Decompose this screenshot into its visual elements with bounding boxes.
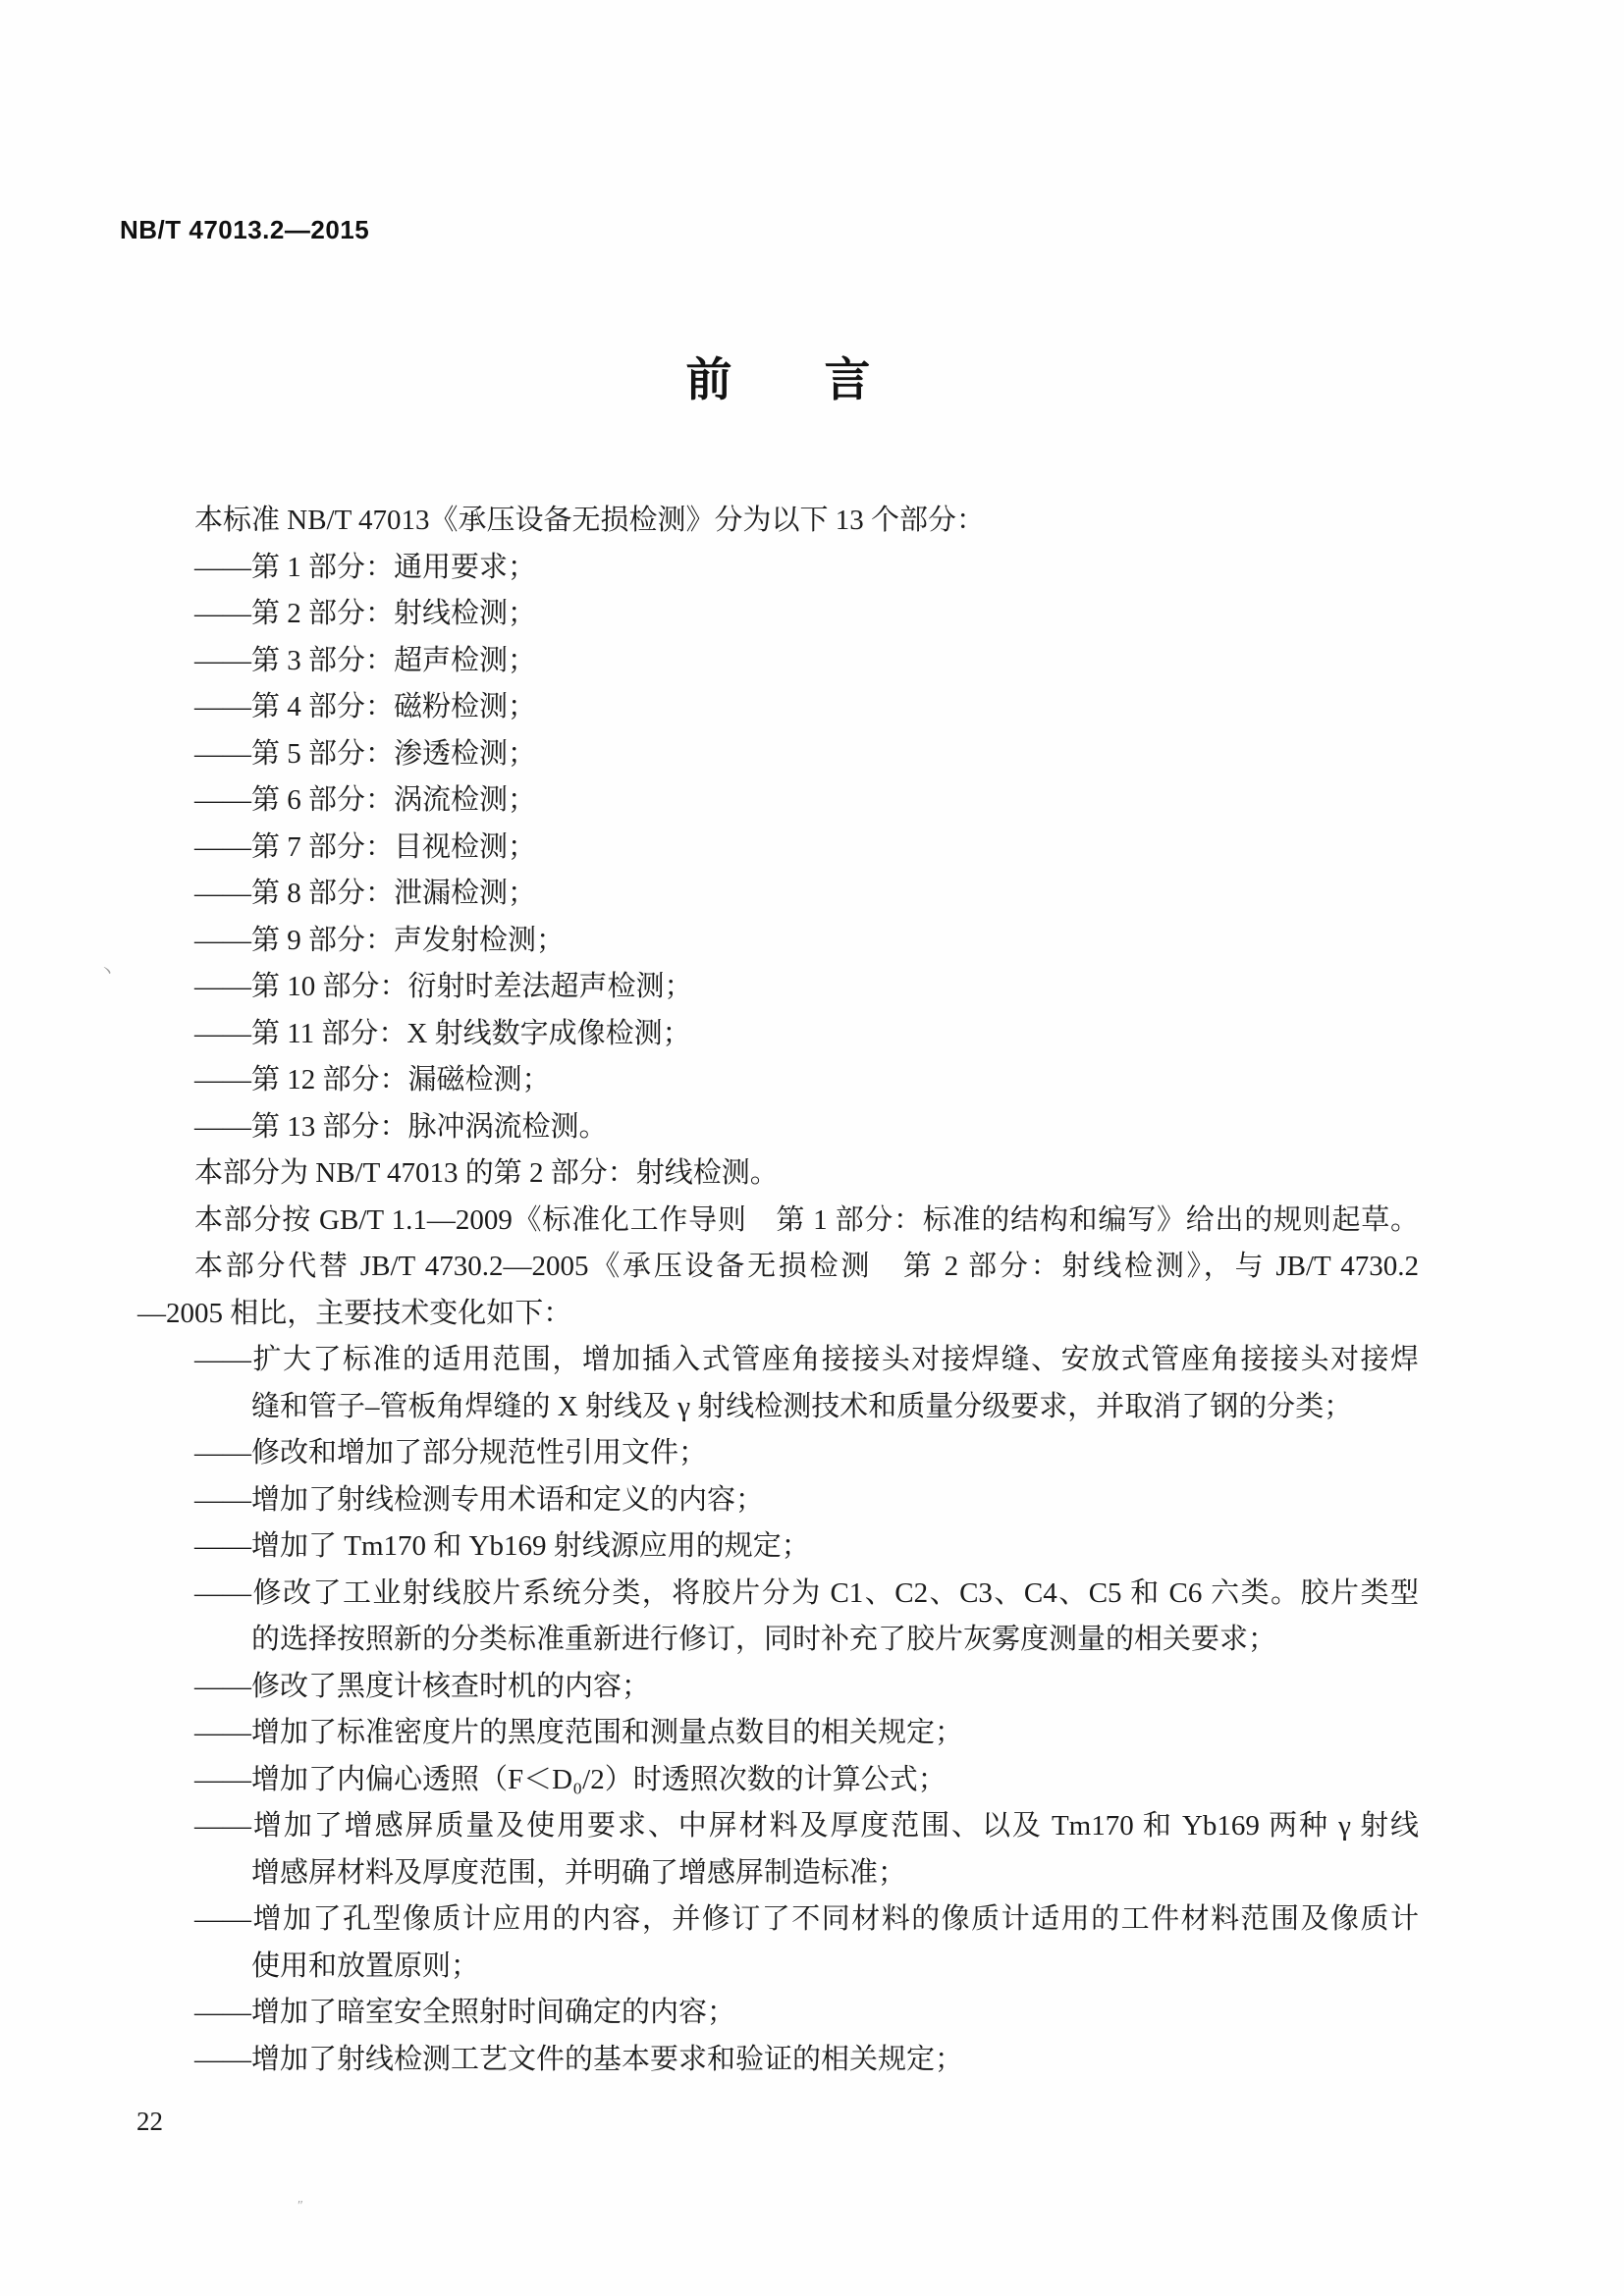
doc-line: 缝和管子–管板角焊缝的 X 射线及 γ 射线检测技术和质量分级要求，并取消了钢的分类； <box>251 1390 1353 1422</box>
scan-artifact: 丶 <box>98 962 116 982</box>
doc-line: ——增加了增感屏质量及使用要求、中屏材料及厚度范围、以及 Tm170 和 Yb169 两种 γ 射线 <box>194 1810 1419 1842</box>
doc-line: ——增加了标准密度片的黑度范围和测量点数目的相关规定； <box>194 1717 964 1748</box>
doc-line: ——第 8 部分：泄漏检测； <box>194 878 537 909</box>
doc-line: 本部分代替 JB/T 4730.2—2005《承压设备无损检测 第 2 部分：射线检测》，与 JB/T 4730.2 <box>194 1251 1419 1282</box>
doc-line: ——修改和增加了部分规范性引用文件； <box>194 1437 708 1468</box>
doc-line: ——增加了射线检测工艺文件的基本要求和验证的相关规定； <box>194 2043 964 2075</box>
doc-line: 本部分为 NB/T 47013 的第 2 部分：射线检测。 <box>194 1157 779 1189</box>
doc-line: ——增加了孔型像质计应用的内容，并修订了不同材料的像质计适用的工件材料范围及像质计 <box>194 1903 1419 1935</box>
doc-line: ——第 2 部分：射线检测； <box>194 598 537 629</box>
scan-artifact: ″ <box>298 2199 303 2214</box>
foreword-body <box>137 498 1419 2083</box>
doc-line: ——第 5 部分：渗透检测； <box>194 737 537 770</box>
page-title: 前 言 <box>685 355 871 406</box>
doc-line: ——增加了 Tm170 和 Yb169 射线源应用的规定； <box>194 1530 810 1562</box>
doc-line: ——第 10 部分：衍射时差法超声检测； <box>194 971 693 1002</box>
doc-line: 增感屏材料及厚度范围，并明确了增感屏制造标准； <box>251 1856 907 1889</box>
doc-line: ——扩大了标准的适用范围，增加插入式管座角接接头对接焊缝、安放式管座角接接头对接焊 <box>194 1344 1419 1375</box>
doc-line: ——第 9 部分：声发射检测； <box>194 924 566 956</box>
doc-line: ——修改了黑度计核查时机的内容； <box>194 1670 651 1702</box>
doc-line: 本部分按 GB/T 1.1—2009《标准化工作导则 第 1 部分：标准的结构和编写》给出的规则起草。 <box>194 1203 1419 1236</box>
doc-line: ——第 12 部分：漏磁检测； <box>194 1064 551 1095</box>
doc-line: ——第 7 部分：目视检测； <box>194 830 537 863</box>
doc-line: ——第 4 部分：磁粉检测； <box>194 691 537 722</box>
doc-line: ——增加了暗室安全照射时间确定的内容； <box>194 1997 736 2028</box>
doc-line: ——第 11 部分：X 射线数字成像检测； <box>194 1017 691 1049</box>
doc-line: ——第 13 部分：脉冲涡流检测。 <box>194 1110 608 1143</box>
doc-line: ——增加了内偏心透照（F＜D₀/2）时透照次数的计算公式； <box>194 1763 947 1795</box>
doc-line: 本标准 NB/T 47013《承压设备无损检测》分为以下 13 个部分： <box>194 505 986 536</box>
doc-line: 使用和放置原则； <box>251 1949 480 1982</box>
doc-line: ——第 6 部分：涡流检测； <box>194 784 537 816</box>
doc-line: ——修改了工业射线胶片系统分类，将胶片分为 C1、C2、C3、C4、C5 和 C6 六类。胶片类型 <box>194 1576 1419 1609</box>
doc-line: —2005 相比，主要技术变化如下： <box>137 1297 572 1329</box>
page-number: 22 <box>136 2107 163 2136</box>
doc-line: 的选择按照新的分类标准重新进行修订，同时补充了胶片灰雾度测量的相关要求； <box>251 1624 1277 1655</box>
doc-line: ——第 1 部分：通用要求； <box>194 551 537 583</box>
doc-line: ——第 3 部分：超声检测； <box>194 644 537 676</box>
standard-number: NB/T 47013.2—2015 <box>120 215 370 244</box>
doc-line: ——增加了射线检测专用术语和定义的内容； <box>194 1483 765 1516</box>
